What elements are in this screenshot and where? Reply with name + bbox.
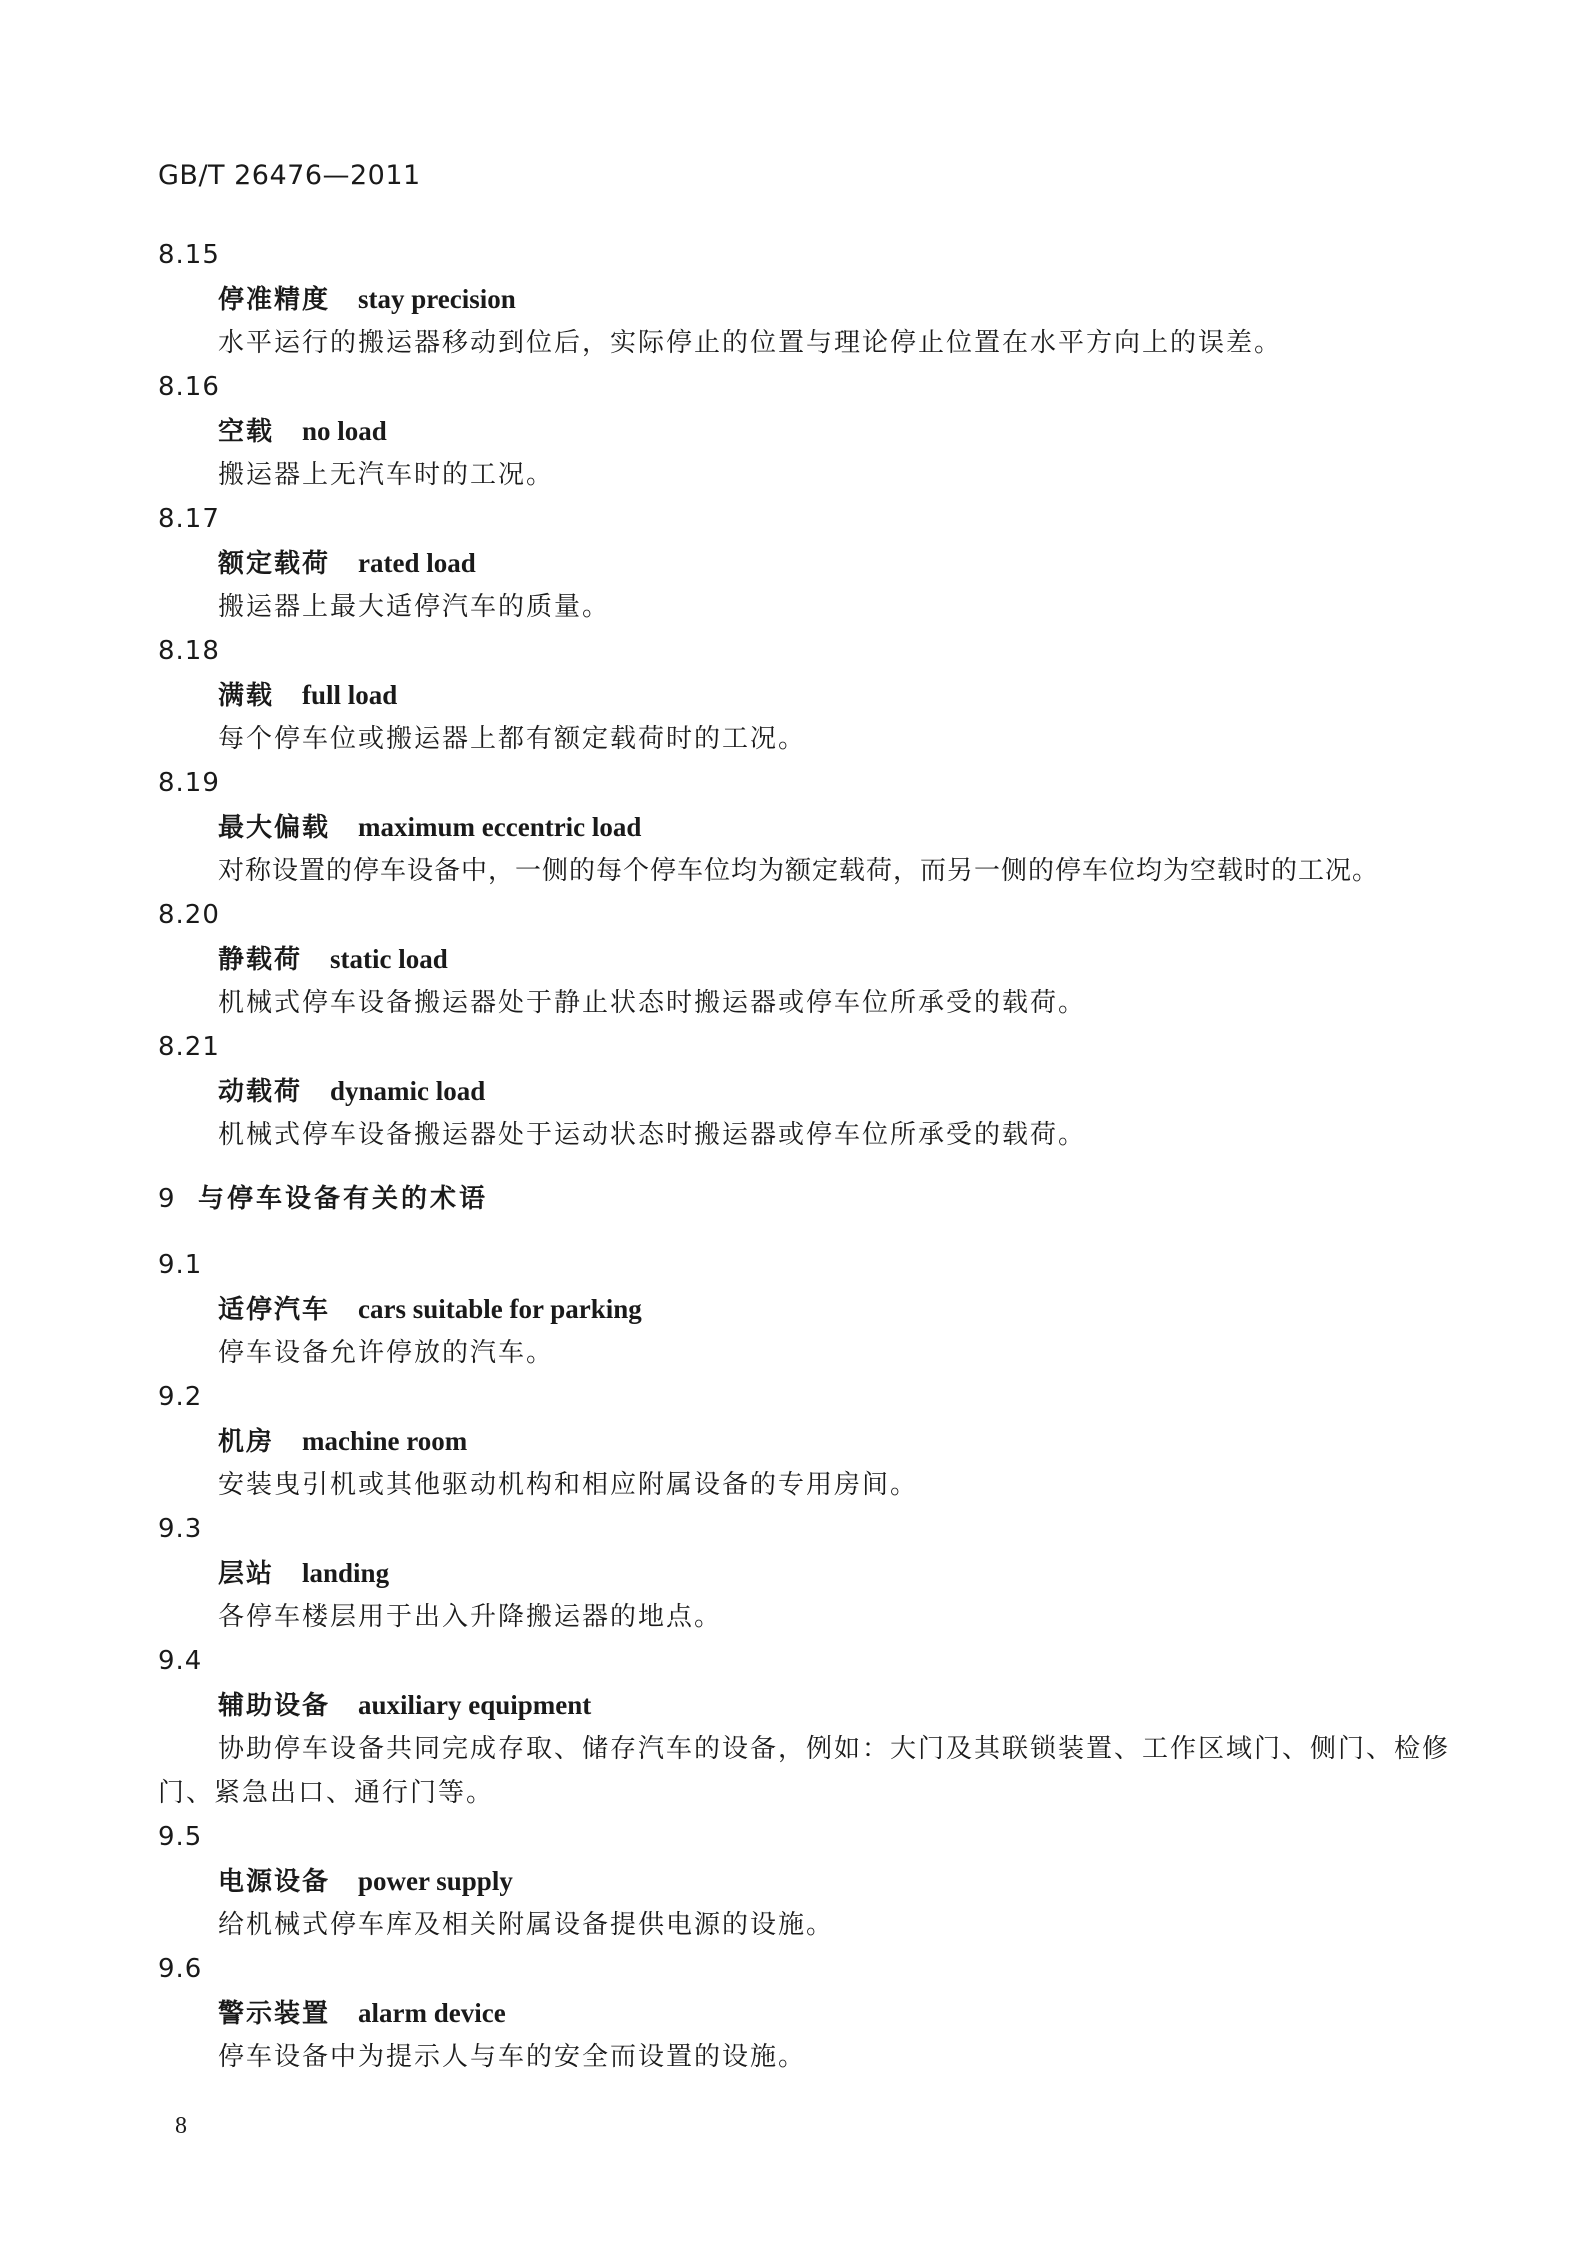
term-definition: 机械式停车设备搬运器处于运动状态时搬运器或停车位所承受的载荷。 (218, 1120, 1087, 1150)
clause-number: 8.20 (158, 900, 220, 930)
term-english: power supply (358, 1866, 513, 1896)
term-chinese: 空载 (218, 417, 275, 447)
term-entry (158, 233, 1458, 365)
term-definition: 机械式停车设备搬运器处于静止状态时搬运器或停车位所承受的载荷。 (218, 988, 1087, 1018)
clause-number: 9.5 (158, 1822, 203, 1852)
term-english: machine room (302, 1426, 468, 1456)
term-definition: 停车设备中为提示人与车的安全而设置的设施。 (218, 2042, 807, 2072)
term-line (158, 1991, 1458, 2035)
term-english: auxiliary equipment (358, 1690, 592, 1720)
term-line (158, 1419, 1458, 1463)
clause-number: 8.16 (158, 372, 220, 402)
clause-number: 8.19 (158, 768, 220, 798)
term-line (158, 1683, 1458, 1727)
term-english: no load (302, 416, 387, 446)
term-line (158, 1069, 1458, 1113)
term-chinese: 层站 (218, 1559, 275, 1589)
section-heading (158, 1177, 1458, 1221)
term-chinese: 警示装置 (218, 1999, 331, 2029)
term-entry (158, 1815, 1458, 1947)
term-line (158, 1287, 1458, 1331)
term-chinese: 停准精度 (218, 285, 331, 315)
section-title: 与停车设备有关的术语 (198, 1184, 489, 1214)
term-english: full load (302, 680, 398, 710)
clause-number: 9.3 (158, 1514, 203, 1544)
term-chinese: 动载荷 (218, 1077, 303, 1107)
term-line (158, 1859, 1458, 1903)
term-entry (158, 629, 1458, 761)
term-chinese: 辅助设备 (218, 1691, 331, 1721)
term-entry (158, 1947, 1458, 2079)
clause-number: 8.21 (158, 1032, 220, 1062)
term-english: cars suitable for parking (358, 1294, 642, 1324)
section-number: 9 (158, 1184, 175, 1214)
term-english: stay precision (358, 284, 516, 314)
term-line (158, 805, 1458, 849)
term-entry (158, 893, 1458, 1025)
page-number: 8 (175, 2113, 187, 2139)
term-line (158, 1551, 1458, 1595)
term-entry (158, 497, 1458, 629)
term-definition: 安装曳引机或其他驱动机构和相应附属设备的专用房间。 (218, 1470, 919, 1500)
term-entry (158, 1243, 1458, 1375)
term-entry (158, 1507, 1458, 1639)
term-entry (158, 761, 1458, 893)
term-entry (158, 1639, 1458, 1815)
term-definition: 水平运行的搬运器移动到位后，实际停止的位置与理论停止位置在水平方向上的误差。 (218, 328, 1283, 358)
terms-content (158, 233, 1458, 2079)
term-chinese: 静载荷 (218, 945, 303, 975)
term-line (158, 673, 1458, 717)
term-entry (158, 1025, 1458, 1157)
term-definition: 搬运器上最大适停汽车的质量。 (218, 592, 611, 622)
term-chinese: 机房 (218, 1427, 275, 1457)
standard-code-header: GB/T 26476—2011 (158, 160, 421, 191)
term-line (158, 277, 1458, 321)
clause-number: 9.4 (158, 1646, 203, 1676)
clause-number: 9.6 (158, 1954, 203, 1984)
term-definition: 每个停车位或搬运器上都有额定载荷时的工况。 (218, 724, 807, 754)
term-english: landing (302, 1558, 390, 1588)
term-english: static load (330, 944, 448, 974)
term-definition: 协助停车设备共同完成存取、储存汽车的设备，例如：大门及其联锁装置、工作区域门、侧门、检修门、紧急出口、通行门等。 (158, 1734, 1451, 1808)
term-line (158, 409, 1458, 453)
term-definition: 各停车楼层用于出入升降搬运器的地点。 (218, 1602, 723, 1632)
term-line (158, 541, 1458, 585)
term-definition: 给机械式停车库及相关附属设备提供电源的设施。 (218, 1910, 835, 1940)
clause-number: 9.2 (158, 1382, 203, 1412)
term-english: dynamic load (330, 1076, 486, 1106)
term-english: alarm device (358, 1998, 506, 2028)
term-english: maximum eccentric load (358, 812, 642, 842)
term-english: rated load (358, 548, 476, 578)
term-chinese: 满载 (218, 681, 275, 711)
term-entry (158, 365, 1458, 497)
term-chinese: 最大偏载 (218, 813, 331, 843)
term-definition: 搬运器上无汽车时的工况。 (218, 460, 555, 490)
clause-number: 8.15 (158, 240, 220, 270)
term-definition: 停车设备允许停放的汽车。 (218, 1338, 555, 1368)
clause-number: 8.18 (158, 636, 220, 666)
clause-number: 8.17 (158, 504, 220, 534)
term-chinese: 电源设备 (218, 1867, 331, 1897)
term-chinese: 额定载荷 (218, 549, 331, 579)
clause-number: 9.1 (158, 1250, 203, 1280)
term-definition: 对称设置的停车设备中，一侧的每个停车位均为额定载荷，而另一侧的停车位均为空载时的工况。 (218, 856, 1380, 886)
term-chinese: 适停汽车 (218, 1295, 331, 1325)
term-line (158, 937, 1458, 981)
term-entry (158, 1375, 1458, 1507)
